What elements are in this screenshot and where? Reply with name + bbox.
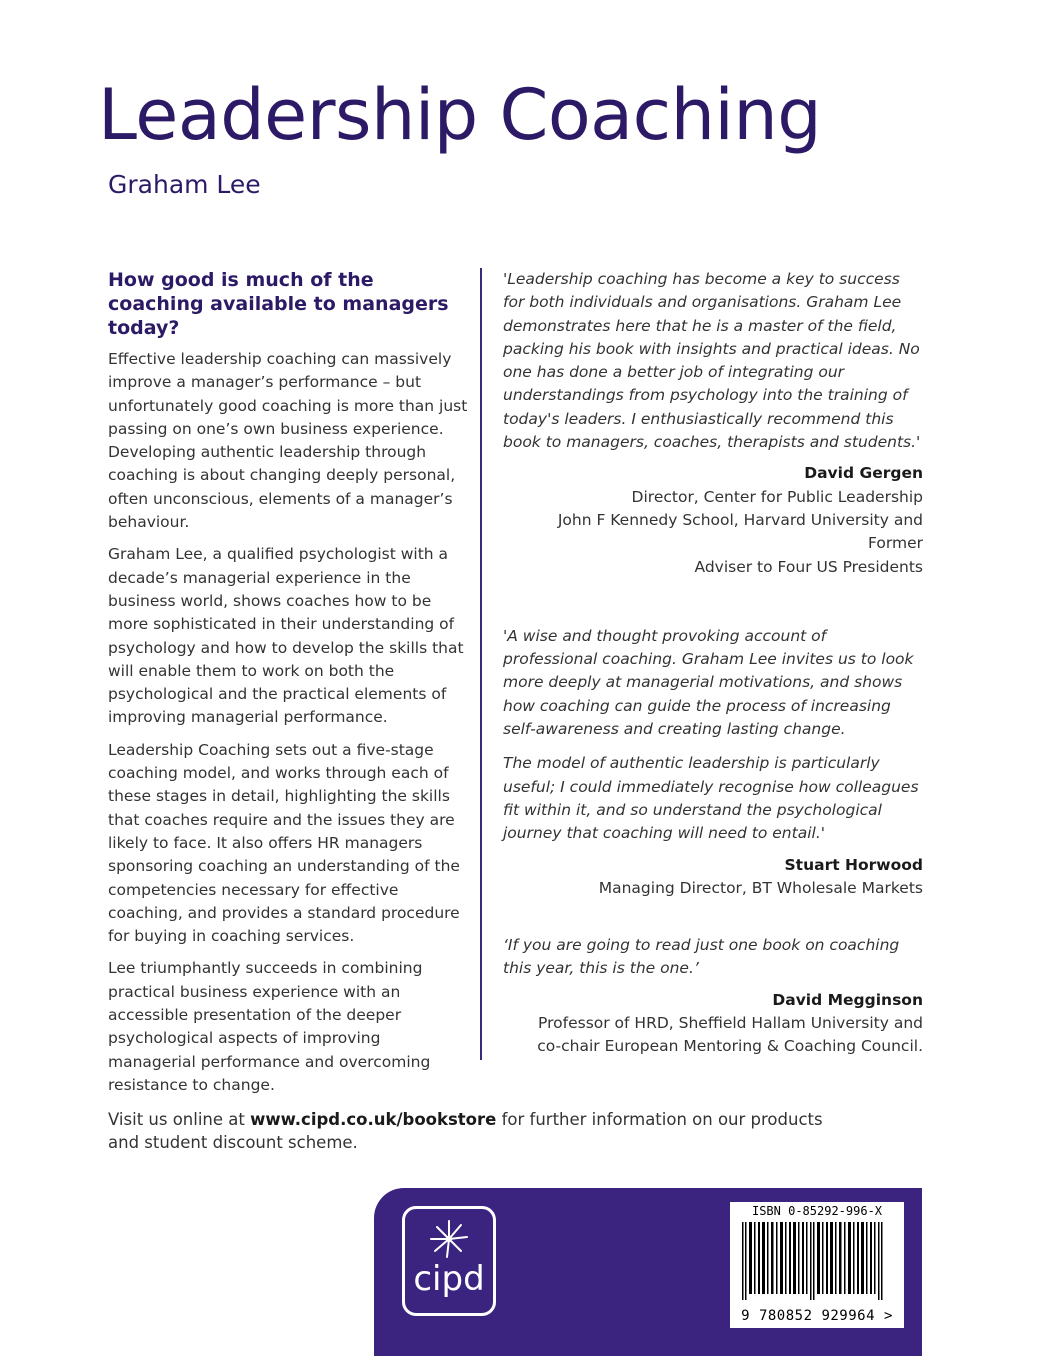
endorsement-quote: 'A wise and thought provoking account of professional coaching. Graham Lee invites us to look more deeply at managerial motivations, and shows how coaching can guide the process of increasing self-awareness and creating lasting change.: [503, 626, 914, 739]
endorsement-attribution: [503, 989, 923, 1059]
publisher-band: [374, 1188, 922, 1356]
endorser-name: David Megginson: [772, 990, 923, 1009]
book-title: Leadership Coaching: [98, 74, 822, 156]
blurb-paragraph: Leadership Coaching sets out a five-stage coaching model, and works through each of these stages in detail, highlighting the skills that coaches require and the issues they are likely to face. It also offers HR managers sponsoring coaching an understanding of the competencies necessary for effective coaching, and provides a standard procedure for buying in coaching services.: [108, 740, 460, 946]
footer-note: [108, 1108, 828, 1154]
endorser-role: Director, Center for Public Leadership: [631, 487, 923, 506]
ean-text: 9 780852 929964 >: [741, 1308, 893, 1324]
endorsement-quote: ‘If you are going to read just one book on coaching this year, this is the one.’: [503, 936, 900, 978]
endorser-role: co-chair European Mentoring & Coaching Council.: [537, 1037, 923, 1056]
footer-prefix: Visit us online at: [108, 1110, 251, 1129]
endorsement-attribution: [503, 462, 923, 578]
endorsement-quote-continued: The model of authentic leadership is particularly useful; I could immediately recognise how colleagues fit within it, and so understand the psychological journey that coaching will need to entail.': [503, 754, 919, 843]
endorser-role: Managing Director, BT Wholesale Markets: [598, 878, 923, 897]
cipd-logo: [402, 1206, 496, 1316]
endorsement: [503, 625, 923, 900]
blurb-paragraph: Graham Lee, a qualified psychologist with a decade’s managerial experience in the business world, shows coaches how to be more sophisticated in their understanding of psychology and how to develop the skills that will enable them to work on both the psychological and the practical elements of improving managerial performance.: [108, 545, 464, 727]
endorser-role: Adviser to Four US Presidents: [694, 557, 923, 576]
blurb-paragraph: Lee triumphantly succeeds in combining practical business experience with an accessible presentation of the deeper psychological aspects of improving managerial performance and overcoming resistance to change.: [108, 959, 431, 1094]
endorsement: [503, 268, 923, 579]
blurb-paragraph: Effective leadership coaching can massively improve a manager’s performance – but unfortunately good coaching is more than just passing on one’s own business experience. Developing authentic leadership through coaching is about changing deeply personal, often unconscious, elements of a manager’s behaviour.: [108, 350, 468, 532]
author-name: Graham Lee: [108, 170, 261, 199]
bookstore-link[interactable]: www.cipd.co.uk/bookstore: [250, 1110, 497, 1129]
endorsement: [503, 934, 923, 1058]
endorser-role: Professor of HRD, Sheffield Hallam University and: [538, 1014, 923, 1033]
endorser-name: David Gergen: [804, 464, 923, 483]
column-divider: [480, 268, 482, 1060]
endorsement-quote: 'Leadership coaching has become a key to success for both individuals and organisations. Graham Lee demonstrates here that he is a master of the field, packing his book with insights and practical ideas. No one has done a better job of integrating our understandings from psychology into the training of today's leaders. I enthusiastically recommend this book to managers, coaches, therapists and students.': [503, 270, 921, 452]
barcode: [730, 1202, 904, 1328]
barcode-icon: [740, 1222, 894, 1300]
endorsement-attribution: [503, 854, 923, 901]
blurb-column: [108, 268, 470, 1106]
isbn-text: ISBN 0-85292-996-X: [751, 1204, 883, 1218]
endorsements-column: [503, 268, 923, 1059]
endorser-role: John F Kennedy School, Harvard University and Former: [557, 510, 923, 553]
logo-text: cipd: [413, 1259, 485, 1299]
endorser-name: Stuart Horwood: [784, 855, 923, 874]
blurb-heading: How good is much of the coaching available to managers today?: [108, 269, 449, 339]
footer-suffix: for further information on our products and student discount scheme.: [108, 1110, 823, 1152]
